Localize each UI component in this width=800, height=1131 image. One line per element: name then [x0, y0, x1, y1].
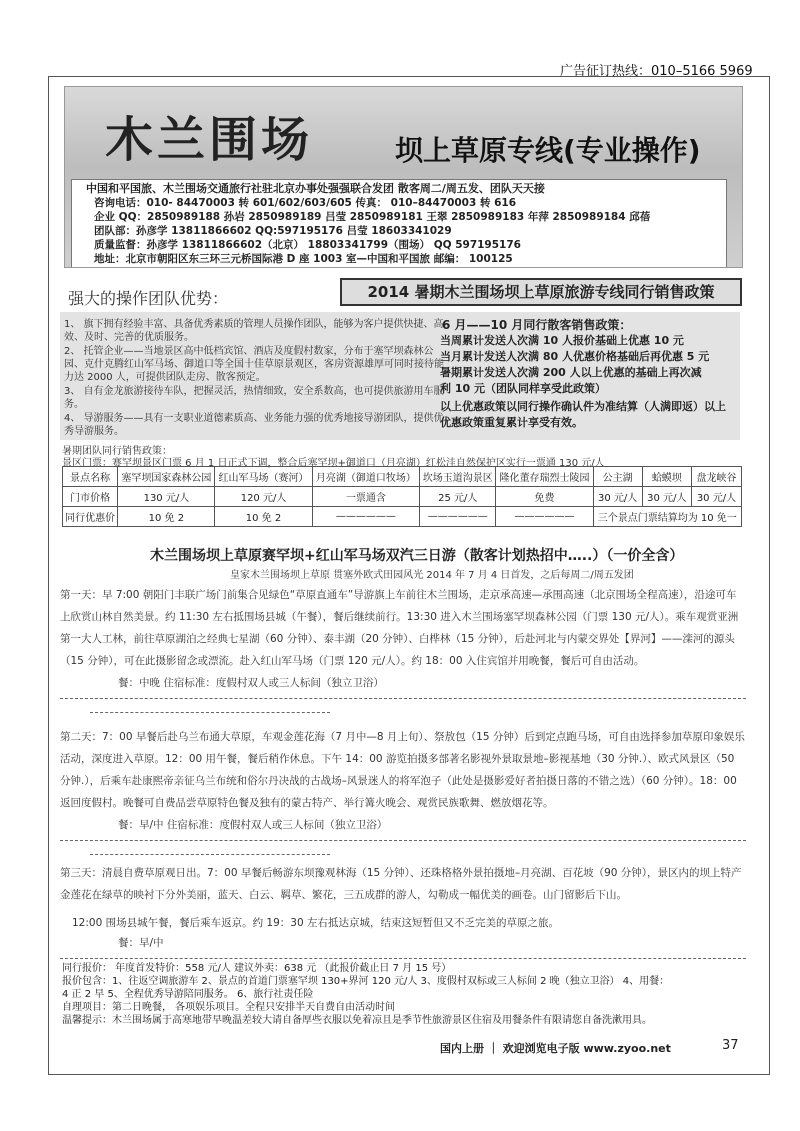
ticket-note: 景区门票：赛罕坝景区门票 6 月 1 日正式下调，整合后塞罕坝+御道口（月亮湖）红松洼自然保护区实行一票通 130 元/人	[62, 458, 605, 469]
itinerary-day2: 第二天：7：00 早餐后赴乌兰布通大草原，车观金莲花海（7 月中—8 月上旬）、祭敖包（15 分钟）后到定点跑马场，可自由选择参加草原印象娱乐活动，深度进入草原。12：00 用午餐，餐后稍作休息。下午 14：00 游览拍摄多部著名影视外景取景地–影视基地（30 分钟.）、欧式风景区（50 分钟.），后乘车赴康熙帝亲征乌兰布统和俗尔丹决战的古战场–风景迷人的将军泡子（此处是摄影爱好者拍摄日落的不错之选）（60 分钟）。18：00 返回度假村。晚餐可自费品尝草原特色餐及独有的蒙古特产、举行篝火晚会、观赏民族歌舞、燃放烟花等。	[60, 731, 745, 809]
table-cell: 三个景点门票结算均为 10 免一	[593, 507, 741, 527]
price-table	[62, 466, 742, 527]
day2-meal: 餐：早/中 住宿标准：度假村双人或三人标间（独立卫浴）	[118, 819, 388, 831]
table-cell: 同行优惠价	[63, 507, 118, 527]
itinerary-day3: 第三天：清晨自费草原观日出。7：00 早餐后畅游东坝豫观林海（15 分钟）、还珠格格外景拍摄地–月亮湖、百花坡（90 分钟），景区内的坝上特产金莲花在绿草的映衬下分外美丽，蓝天、白云、羁草、繁花，三五成群的游人，勾勒成一幅优美的画卷。山门留影后下山。	[60, 867, 742, 901]
advantage-item: 1、 旗下拥有经验丰富、具备优秀素质的管理人员操作团队，能够为客户提供快捷、高效、及时、完善的优质服务。	[64, 319, 444, 343]
table-header-cell: 盘龙峡谷	[691, 467, 741, 487]
table-cell: 30 元/人	[642, 487, 691, 507]
policy-line: 当月累计发送人次满 80 人优惠价格基础后再优惠 5 元	[440, 350, 710, 363]
divider	[60, 958, 746, 959]
table-cell: 免费	[496, 487, 593, 507]
advantage-item: 3、 自有金龙旅游接待车队，把握灵活，热情细致，安全系数高，也可提供旅游用车服务。	[64, 386, 444, 410]
table-cell: ——————	[496, 507, 593, 527]
contact-headline: 中国和平国旅、木兰围场交通旅行社驻北京办事处强强联合发团 散客周二/周五发、团队天天接	[86, 182, 545, 195]
itinerary-day3-return: 12:00 围场县城午餐，餐后乘车返京。约 19：30 左右抵达京城，结束这短暂但又不乏完美的草原之旅。	[72, 917, 559, 929]
banner-subtitle: 坝上草原专线(专业操作)	[395, 134, 701, 167]
table-cell: 130 元/人	[118, 487, 215, 507]
page-number: 37	[722, 1038, 739, 1053]
table-header-cell: 坎场玉道沟景区	[420, 467, 496, 487]
table-header-cell: 隆化董存瑞烈士陵园	[496, 467, 593, 487]
table-cell: 10 免 2	[215, 507, 312, 527]
divider	[60, 698, 746, 699]
table-row	[63, 507, 742, 527]
tour-title: 木兰围场坝上草原赛罕坝+红山军马场双汽三日游（散客计划热招中…..）（一价全含）	[150, 548, 684, 564]
day1-meal: 餐：中晚 住宿标准：度假村双人或三人标间（独立卫浴）	[118, 677, 384, 689]
table-cell: 10 免 2	[118, 507, 215, 527]
banner	[64, 86, 743, 268]
policy-line: 以上优惠政策以同行操作确认件为准结算（人满即返）以上	[440, 400, 726, 413]
contact-team: 团队部：孙彦学 13811866602 QQ:597195176 吕莹 18603341029	[94, 225, 452, 237]
table-cell: 120 元/人	[215, 487, 312, 507]
contact-phone: 咨询电话：010- 84470003 转 601/602/603/605 传真： 010–84470003 转 616	[94, 197, 517, 209]
ticket-note-title: 暑期团队同行销售政策：	[62, 446, 172, 457]
policy-line: 暑期累计发送人次满 200 人以上优惠的基础上再次减	[440, 366, 702, 379]
table-row	[63, 487, 742, 507]
divider	[90, 854, 330, 855]
table-header-cell: 景点名称	[63, 467, 118, 487]
policy-line: 利 10 元（团队同样享受此政策）	[440, 382, 606, 395]
contact-box	[71, 179, 727, 268]
itinerary-day1: 第一天：早 7:00 朝阳门丰联广场门前集合见绿色“草原直通车”导游旗上车前往木兰围场，走京承高速—承围高速（北京围场全程高速），沿途可车上欣赏山林自然美景。约 11:30 左右抵围场县城（午餐），餐后继续前行。13:30 进入木兰围场塞罕坝森林公园（门票 130 元/人）。乘车观赏亚洲第一大人工林，前往草原湖泊之经典七星湖（60 分钟）、泰丰湖（20 分钟）、白桦林（15 分钟），后赴河北与内蒙交界处【界河】——滦河的源头（15 分钟），可在此摄影留念或漂流。赴入红山军马场（门票 120 元/人）。约 18：00 入住宾馆并用晚餐，餐后可自由活动。	[60, 589, 739, 667]
table-cell: 30 元/人	[593, 487, 642, 507]
tips-line: 温馨提示：木兰围场属于高寒地带早晚温差较大请自备厚些衣服以免着凉且是季节性旅游景区住宿及用餐条件有限请您自备洗漱用具。	[62, 1015, 652, 1026]
table-header-cell: 蛤蟆坝	[642, 467, 691, 487]
divider	[60, 840, 746, 841]
self-pay-line: 自理项目：第二日晚餐， 各项娱乐项目。全程只安排半天自费自由活动时间	[62, 1002, 396, 1013]
table-cell: ——————	[312, 507, 420, 527]
banner-title: 木兰围场	[105, 112, 314, 168]
contact-quality: 质量监督：孙彦学 13811866602（北京） 18803341799（围场） QQ 597195176	[94, 239, 521, 251]
day3-meal: 餐：早/中	[118, 937, 164, 949]
advantage-heading: 强大的操作团队优势：	[68, 289, 229, 308]
table-cell: ——————	[420, 507, 496, 527]
policy-line: 当周累计发送人次满 10 人报价基础上优惠 10 元	[440, 334, 684, 347]
table-cell: 一票通含	[312, 487, 420, 507]
includes-line: 4 正 2 早 5、全程优秀导游陪同服务。 6、旅行社责任险	[62, 989, 314, 1000]
table-header-cell: 公主湖	[593, 467, 642, 487]
page-footer: 国内上册 ｜ 欢迎浏览电子版 www.zyoo.net	[440, 1042, 671, 1055]
quote-line: 同行报价： 年度首发特价：558 元/人 建议外卖：638 元 （此报价截止日 7 月 15 号）	[62, 963, 452, 974]
contact-qq: 企业 QQ：2850989188 孙岩 2850989189 吕莹 2850989181 王翠 2850989183 年萍 2850989184 邱蓓	[94, 211, 651, 223]
table-cell: 门市价格	[63, 487, 118, 507]
table-header-cell: 塞罕坝国家森林公园	[118, 467, 215, 487]
table-cell: 30 元/人	[691, 487, 741, 507]
divider	[90, 712, 330, 713]
contact-address: 地址：北京市朝阳区东三环三元桥国际港 D 座 1003 室—中国和平国旅 邮编： 100125	[94, 253, 513, 265]
table-cell: 25 元/人	[420, 487, 496, 507]
advantage-item: 2、 托管企业——当地景区高中低档宾馆、酒店及度假村数家，分布于塞罕坝森林公园、克什克腾红山军马场、御道口等全国十佳草原景观区，客房资源雄厚可同时接待能力达 2000 人，可提供团队走房、散客预定。	[64, 346, 444, 383]
advantage-item: 4、 导游服务——具有一支职业道德素质高、业务能力强的优秀地接导游团队，提供优秀导游服务。	[64, 413, 444, 437]
table-header-cell: 红山军马场（赛河）	[215, 467, 312, 487]
table-header-cell: 月亮湖（御道口牧场）	[312, 467, 420, 487]
ad-hotline: 广告征订热线：010–5166 5969	[560, 64, 753, 79]
tour-meta: 皇家木兰围场坝上草原 贯塞外欧式田园风光 2014 年 7 月 4 日首发，之后每周二/周五发团	[230, 570, 634, 581]
includes-line: 报价包含：1、往返空调旅游车 2、景点的首道门票塞罕坝 130+界河 120 元/人 3、度假村双标或三人标间 2 晚（独立卫浴） 4、用餐：	[62, 976, 670, 987]
policy-heading: 2014 暑期木兰围场坝上草原旅游专线同行销售政策	[340, 278, 742, 306]
policy-line: 6 月——10 月同行散客销售政策：	[442, 318, 632, 332]
advantage-policy-panel	[60, 312, 740, 440]
table-row	[63, 467, 742, 487]
policy-line: 优惠政策重复累计享受有效。	[440, 416, 583, 429]
